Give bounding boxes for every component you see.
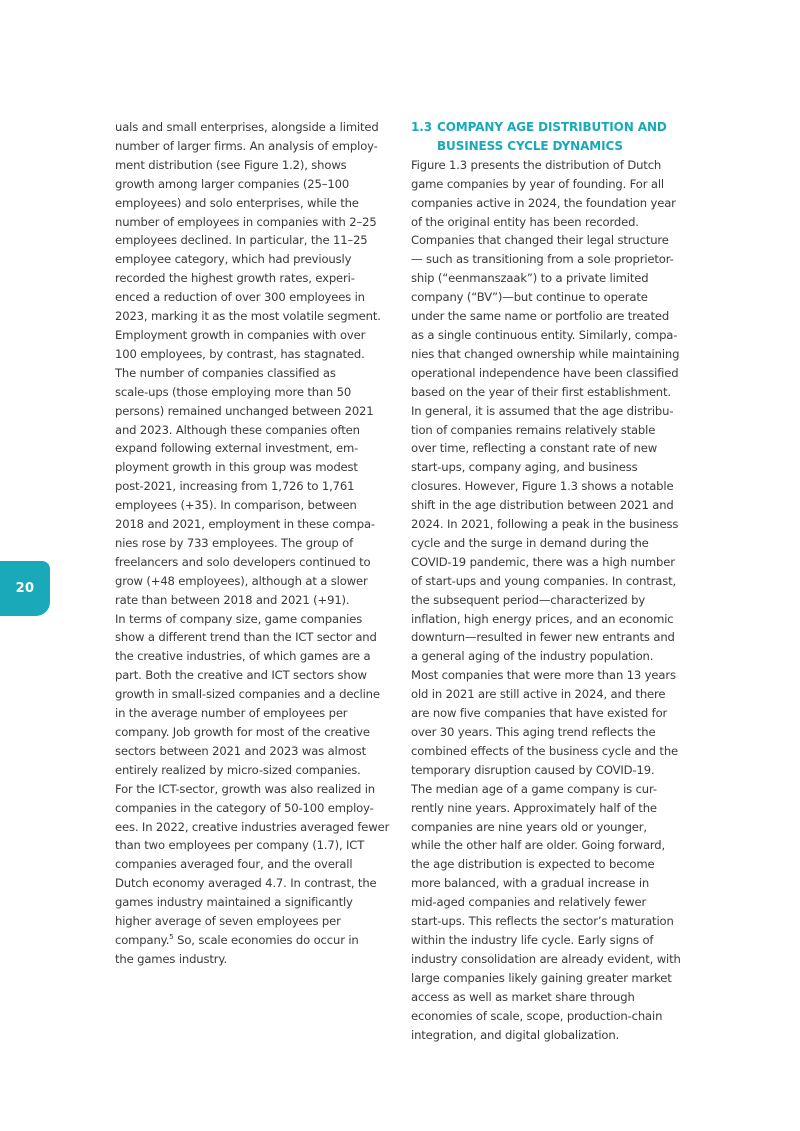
body-text-line: COVID-19 pandemic, there was a high number — [411, 554, 675, 569]
body-text-line: under the same name or portfolio are treated — [411, 309, 670, 324]
body-text-line: economies of scale, scope, production-chain — [411, 1008, 663, 1023]
body-text-line: cycle and the surge in demand during the — [411, 535, 649, 550]
body-text-line: Employment growth in companies with over — [115, 327, 366, 342]
body-text-line: the games industry. — [115, 951, 227, 966]
body-text-line: In terms of company size, game companies — [115, 611, 363, 626]
body-text-line: grow (+48 employees), although at a slower — [115, 573, 368, 588]
body-text-line: 2018 and 2021, employment in these compa- — [115, 517, 375, 532]
body-text-line: in the average number of employees per — [115, 706, 348, 721]
body-text-line: start-ups, company aging, and business — [411, 460, 638, 475]
body-text-line: downturn—resulted in fewer new entrants and — [411, 630, 675, 645]
body-text-line: recorded the highest growth rates, experi- — [115, 271, 355, 286]
body-text-line: 2024. In 2021, following a peak in the business — [411, 517, 679, 532]
body-text-line: For the ICT-sector, growth was also realized in — [115, 781, 376, 796]
body-text-line: as a single continuous entity. Similarly, compa- — [411, 327, 678, 342]
footnote-marker[interactable]: 5 — [169, 932, 174, 941]
body-text-line: persons) remained unchanged between 2021 — [115, 403, 374, 418]
body-text-line: uals and small enterprises, alongside a limited — [115, 120, 379, 134]
section-heading — [411, 118, 701, 156]
body-text-line: Dutch economy averaged 4.7. In contrast, the — [115, 876, 377, 891]
body-text-line: growth among larger companies (25–100 — [115, 176, 350, 191]
body-text-line: number of employees in companies with 2–25 — [115, 214, 377, 229]
body-text-line: ees. In 2022, creative industries averaged fewer — [115, 819, 390, 834]
body-text-line: Companies that changed their legal structure — [411, 233, 669, 248]
body-text-line: employees (+35). In comparison, between — [115, 498, 357, 513]
body-text-line: In general, it is assumed that the age distribu- — [411, 403, 674, 418]
body-text-line: nies rose by 733 employees. The group of — [115, 535, 354, 550]
body-text-line: ment distribution (see Figure 1.2), shows — [115, 157, 347, 172]
body-text-line: closures. However, Figure 1.3 shows a notable — [411, 479, 674, 494]
body-text-line: over 30 years. This aging trend reflects the — [411, 725, 656, 739]
body-text-line: The number of companies classified as — [115, 365, 336, 380]
body-text-line: within the industry life cycle. Early signs of — [411, 932, 654, 947]
body-text-line: a general aging of the industry population. — [411, 649, 654, 664]
body-text-line: companies are nine years old or younger, — [411, 819, 647, 834]
body-text-line: and 2023. Although these companies often — [115, 422, 360, 437]
body-text-line: old in 2021 are still active in 2024, and there — [411, 687, 666, 702]
body-text-line: scale-ups (those employing more than 50 — [115, 384, 352, 399]
body-text-line: rate than between 2018 and 2021 (+91). — [115, 592, 350, 607]
body-text-line: ployment growth in this group was modest — [115, 460, 358, 475]
body-text-line: company. Job growth for most of the creative — [115, 725, 370, 739]
body-text-line: number of larger firms. An analysis of employ- — [115, 138, 378, 153]
body-text-line: entirely realized by micro-sized companies. — [115, 762, 361, 777]
body-text-line: nies that changed ownership while maintaining — [411, 346, 680, 361]
body-text-line: the subsequent period—characterized by — [411, 592, 646, 607]
section-title-line-1: COMPANY AGE DISTRIBUTION AND — [437, 120, 667, 134]
body-text-line: than two employees per company (1.7), ICT — [115, 838, 365, 853]
body-text-line: large companies likely gaining greater market — [411, 970, 672, 985]
body-text-line: temporary disruption caused by COVID-19. — [411, 762, 655, 777]
body-text-line: based on the year of their first establishment. — [411, 384, 671, 399]
body-text-line: expand following external investment, em- — [115, 441, 359, 456]
body-text-line: are now five companies that have existed for — [411, 706, 668, 721]
body-text-line: companies active in 2024, the foundation year — [411, 195, 676, 210]
body-text-line: inflation, high energy prices, and an economic — [411, 611, 674, 626]
body-text-line: rently nine years. Approximately half of the — [411, 800, 657, 815]
body-text-line: 100 employees, by contrast, has stagnated. — [115, 346, 365, 361]
body-text-line: part. Both the creative and ICT sectors show — [115, 668, 367, 683]
body-text-line: operational independence have been classified — [411, 365, 679, 380]
body-text-line: freelancers and solo developers continued to — [115, 554, 371, 569]
section-title-line-2: BUSINESS CYCLE DYNAMICS — [437, 138, 623, 153]
body-text-line: games industry maintained a significantly — [115, 895, 353, 910]
body-text-line: post-2021, increasing from 1,726 to 1,761 — [115, 479, 355, 494]
body-text-line: Figure 1.3 presents the distribution of Dutch — [411, 157, 662, 172]
body-text-line: shift in the age distribution between 2021 and — [411, 498, 674, 513]
body-text-line: game companies by year of founding. For all — [411, 176, 664, 191]
body-text-line: higher average of seven employees per — [115, 914, 341, 929]
body-text-line: The median age of a game company is cur- — [411, 781, 657, 796]
body-text-line: access as well as market share through — [411, 989, 635, 1004]
body-text-line: the age distribution is expected to become — [411, 857, 655, 872]
body-text-line: of the original entity has been recorded. — [411, 214, 639, 229]
body-text-line: companies in the category of 50-100 employ- — [115, 800, 374, 815]
body-text-line-with-footnote — [115, 931, 405, 950]
body-text-line: mid-aged companies and relatively fewer — [411, 895, 647, 910]
section-number: 1.3 — [411, 120, 432, 134]
body-text-line: growth in small-sized companies and a decline — [115, 687, 380, 702]
body-text-line: sectors between 2021 and 2023 was almost — [115, 743, 366, 758]
body-text-line: of start-ups and young companies. In contrast, — [411, 573, 677, 588]
body-text-line: show a different trend than the ICT sector and — [115, 630, 377, 645]
body-text-line: employees declined. In particular, the 11–25 — [115, 233, 368, 248]
section-body — [411, 156, 701, 1045]
right-column — [411, 118, 701, 1044]
page-number-tab — [0, 561, 50, 616]
body-text-line: over time, reflecting a constant rate of new — [411, 441, 658, 456]
body-text-line: enced a reduction of over 300 employees in — [115, 290, 365, 305]
body-text-line: more balanced, with a gradual increase in — [411, 876, 650, 891]
body-text-line: the creative industries, of which games are a — [115, 649, 371, 664]
body-text-line: 2023, marking it as the most volatile segment. — [115, 309, 381, 324]
text-fragment: company. — [115, 932, 170, 947]
body-text-line: employee category, which had previously — [115, 252, 352, 267]
text-fragment: So, scale economies do occur in — [173, 932, 359, 947]
body-text-line: companies averaged four, and the overall — [115, 857, 353, 872]
body-text-line: industry consolidation are already evident, with — [411, 951, 681, 966]
body-text-line: integration, and digital globalization. — [411, 1027, 620, 1042]
body-text-line: tion of companies remains relatively stable — [411, 422, 656, 437]
page-number: 20 — [15, 581, 35, 596]
left-column — [115, 118, 405, 969]
body-text-line: ship (“eenmanszaak”) to a private limited — [411, 271, 649, 286]
body-text-line: company (“BV”)—but continue to operate — [411, 290, 648, 305]
body-text-line: start-ups. This reflects the sector’s maturation — [411, 914, 674, 929]
body-text-line: while the other half are older. Going forward, — [411, 838, 666, 853]
body-text-line: combined effects of the business cycle and the — [411, 743, 679, 758]
body-text-line: — such as transitioning from a sole proprietor- — [411, 252, 674, 267]
body-text-line: Most companies that were more than 13 years — [411, 668, 676, 683]
body-text-line: employees) and solo enterprises, while the — [115, 195, 359, 210]
